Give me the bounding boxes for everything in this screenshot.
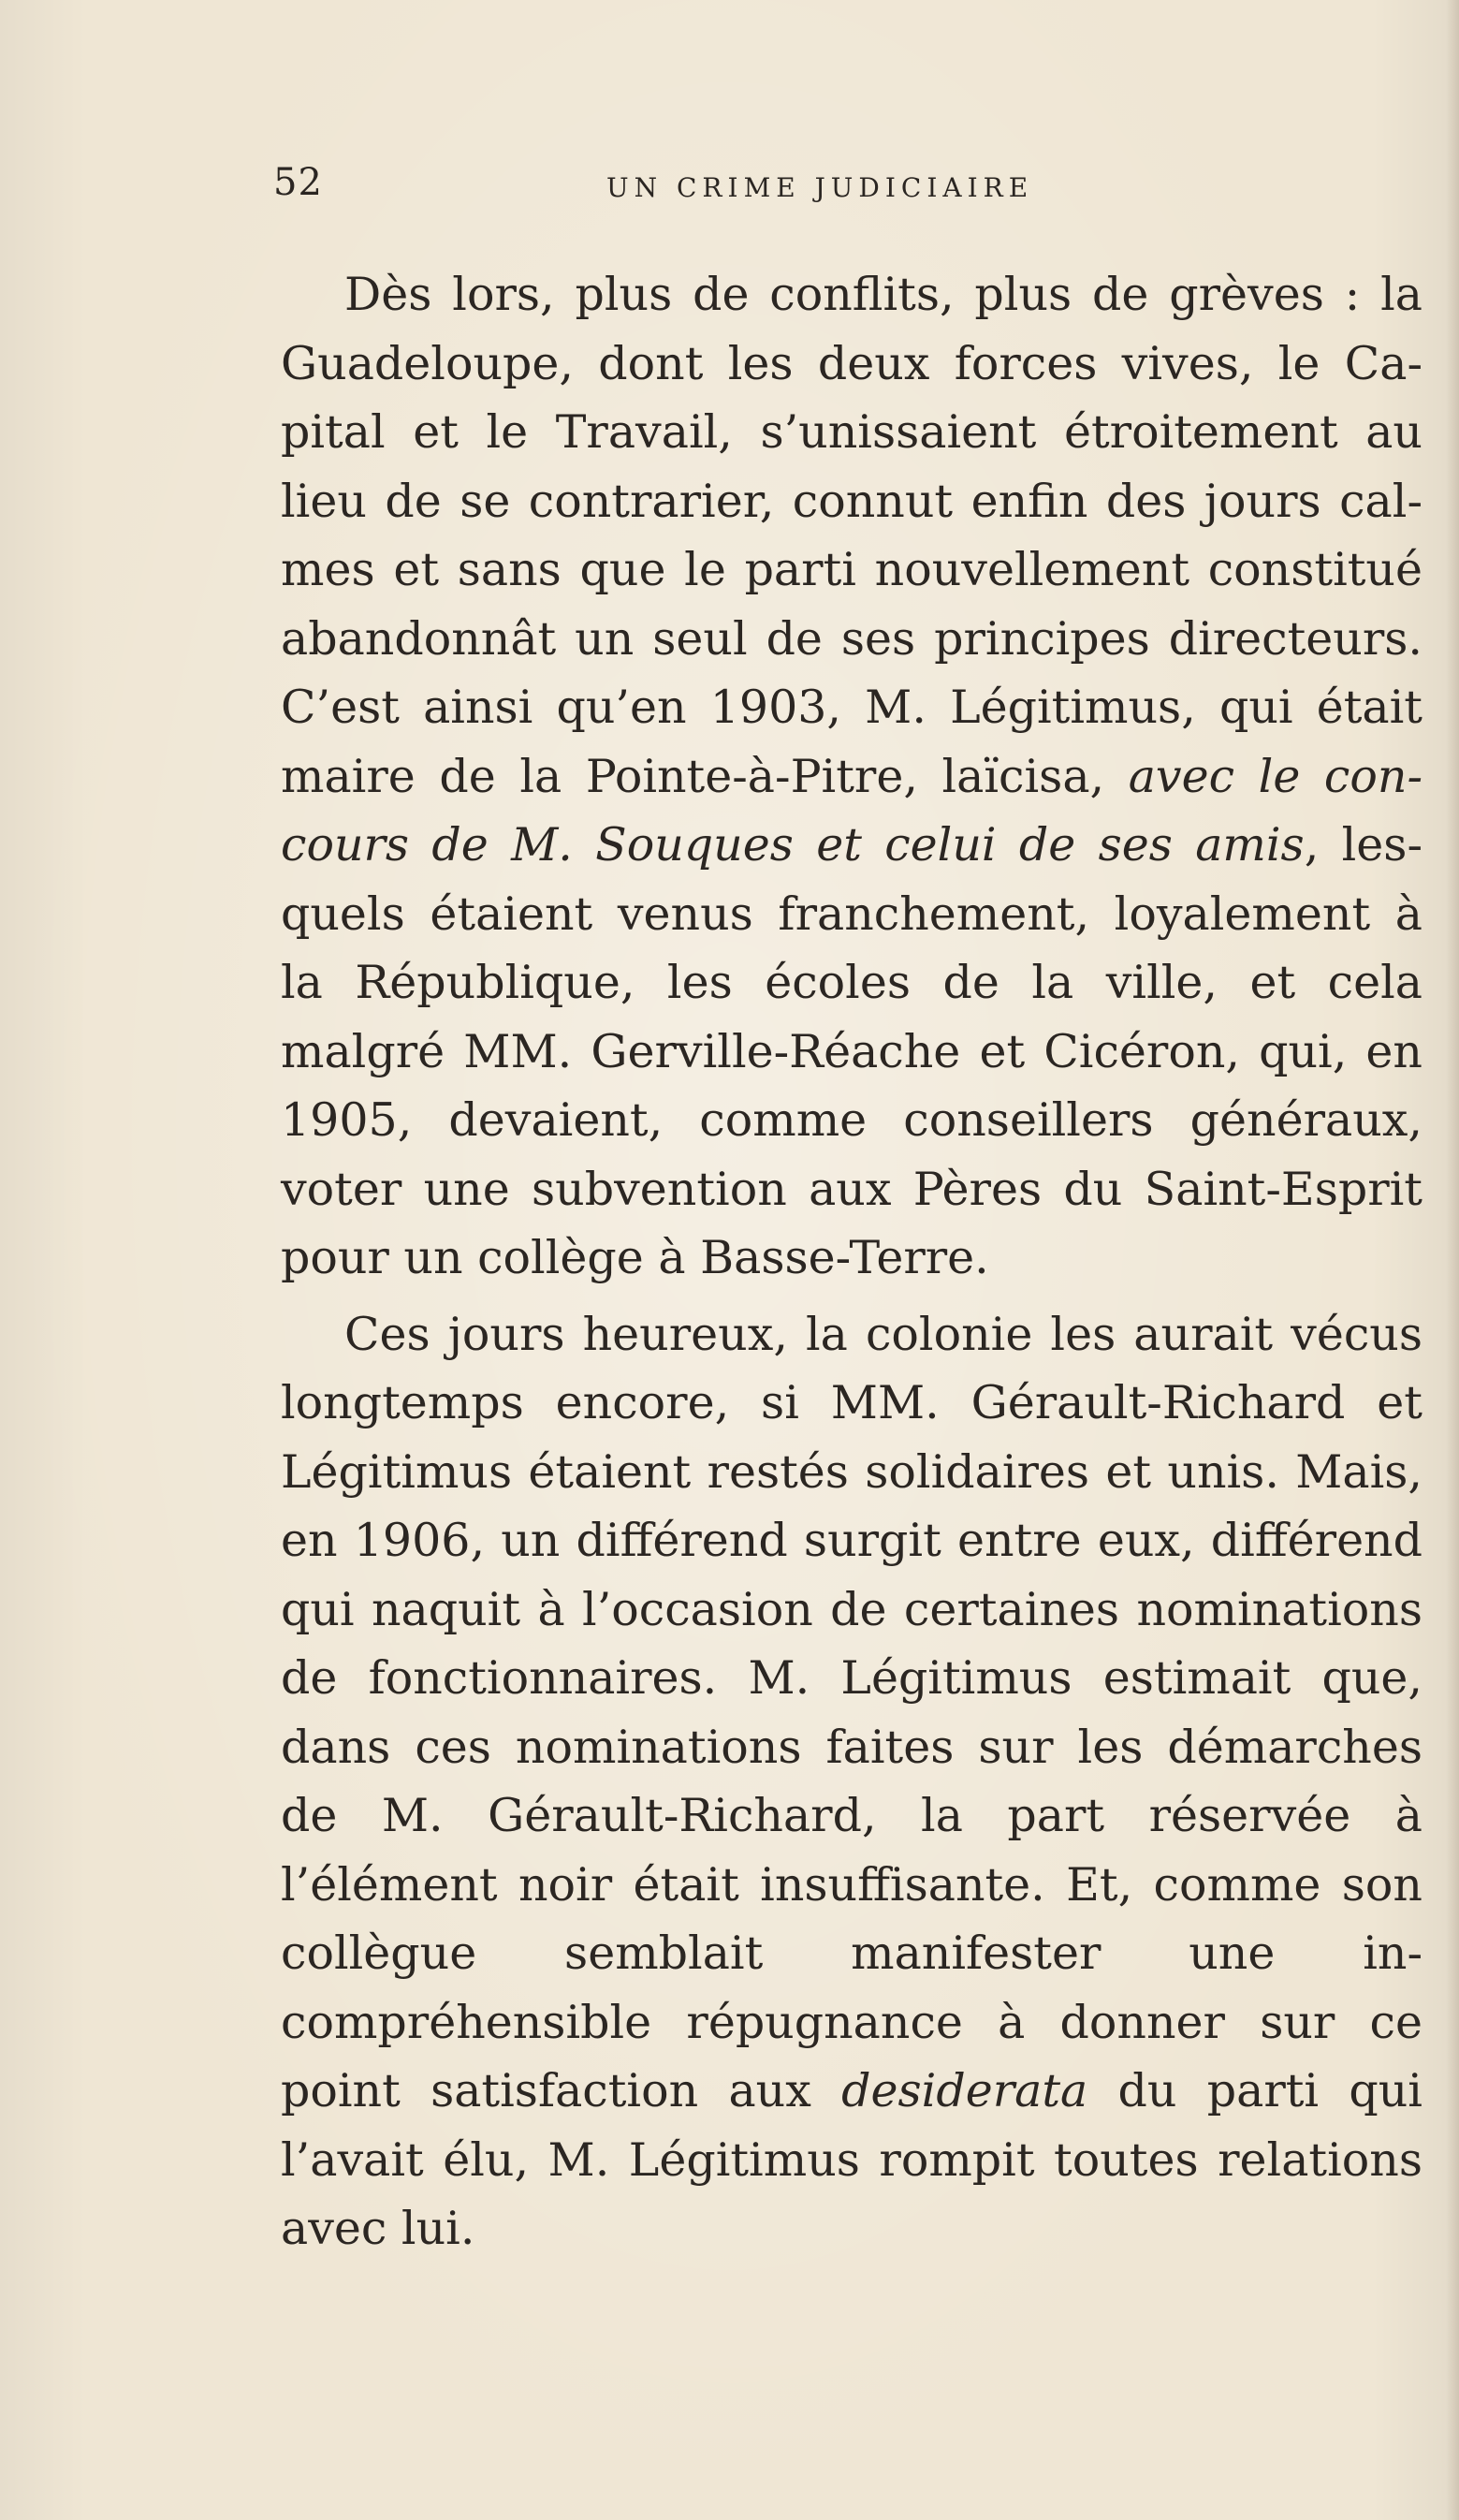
paragraph-1-italic-phrase: avec le concours de M. Souques et celui de ses amis — [281, 749, 1423, 872]
running-title: UN CRIME JUDICIAIRE — [606, 172, 1034, 203]
paragraph-1-text-b: , lesquels étaient venus franchement, loyalement à la République, les écoles de la ville, et cela malgré MM. Gerville-Réache et Cicéron, qui, en 1905, devaient, comme conseillers généraux, voter une subvention aux Pères du Saint-Esprit pour un collège à Basse-Terre. — [281, 818, 1423, 1284]
page-header — [273, 161, 1116, 217]
paragraph-2-text-a: Ces jours heureux, la colonie les aurait vécus longtemps encore, si MM. Gérault-Richard et Légitimus étaient restés solidaires et unis. Mais, en 1906, un différend surgit entre eux, différend qui naquit à l’occasion de certaines nominations de fonctionnaires. M. Légitimus estimait que, dans ces nominations faites sur les démarches de M. Gérault-Richard, la part réservée à l’élément noir était insuffisante. Et, comme son collègue semblait manifester une incompréhensible répugnance à donner sur ce point satisfaction aux — [281, 1307, 1423, 2117]
paragraph-1 — [281, 260, 1423, 1293]
paragraph-2-text-b: du parti qui l’avait élu, M. Légitimus rompit toutes relations avec lui. — [281, 2064, 1423, 2255]
paragraph-2-italic-word: desiderata — [841, 2064, 1088, 2117]
body-text — [281, 260, 1423, 2264]
paragraph-2 — [281, 1300, 1423, 2264]
paragraph-1-text-a: Dès lors, plus de conflits, plus de grèves : la Guadeloupe, dont les deux forces vives, le Capital et le Travail, s’unissaient étroitement au lieu de se contrarier, connut enfin des jours calmes et sans que le parti nouvellement constitué abandonnât un seul de ses principes directeurs. C’est ainsi qu’en 1903, M. Légitimus, qui était maire de la Pointe-à-Pitre, laïcisa, — [281, 268, 1423, 803]
page-edge-shadow — [1446, 0, 1459, 2520]
page-number: 52 — [273, 161, 323, 204]
